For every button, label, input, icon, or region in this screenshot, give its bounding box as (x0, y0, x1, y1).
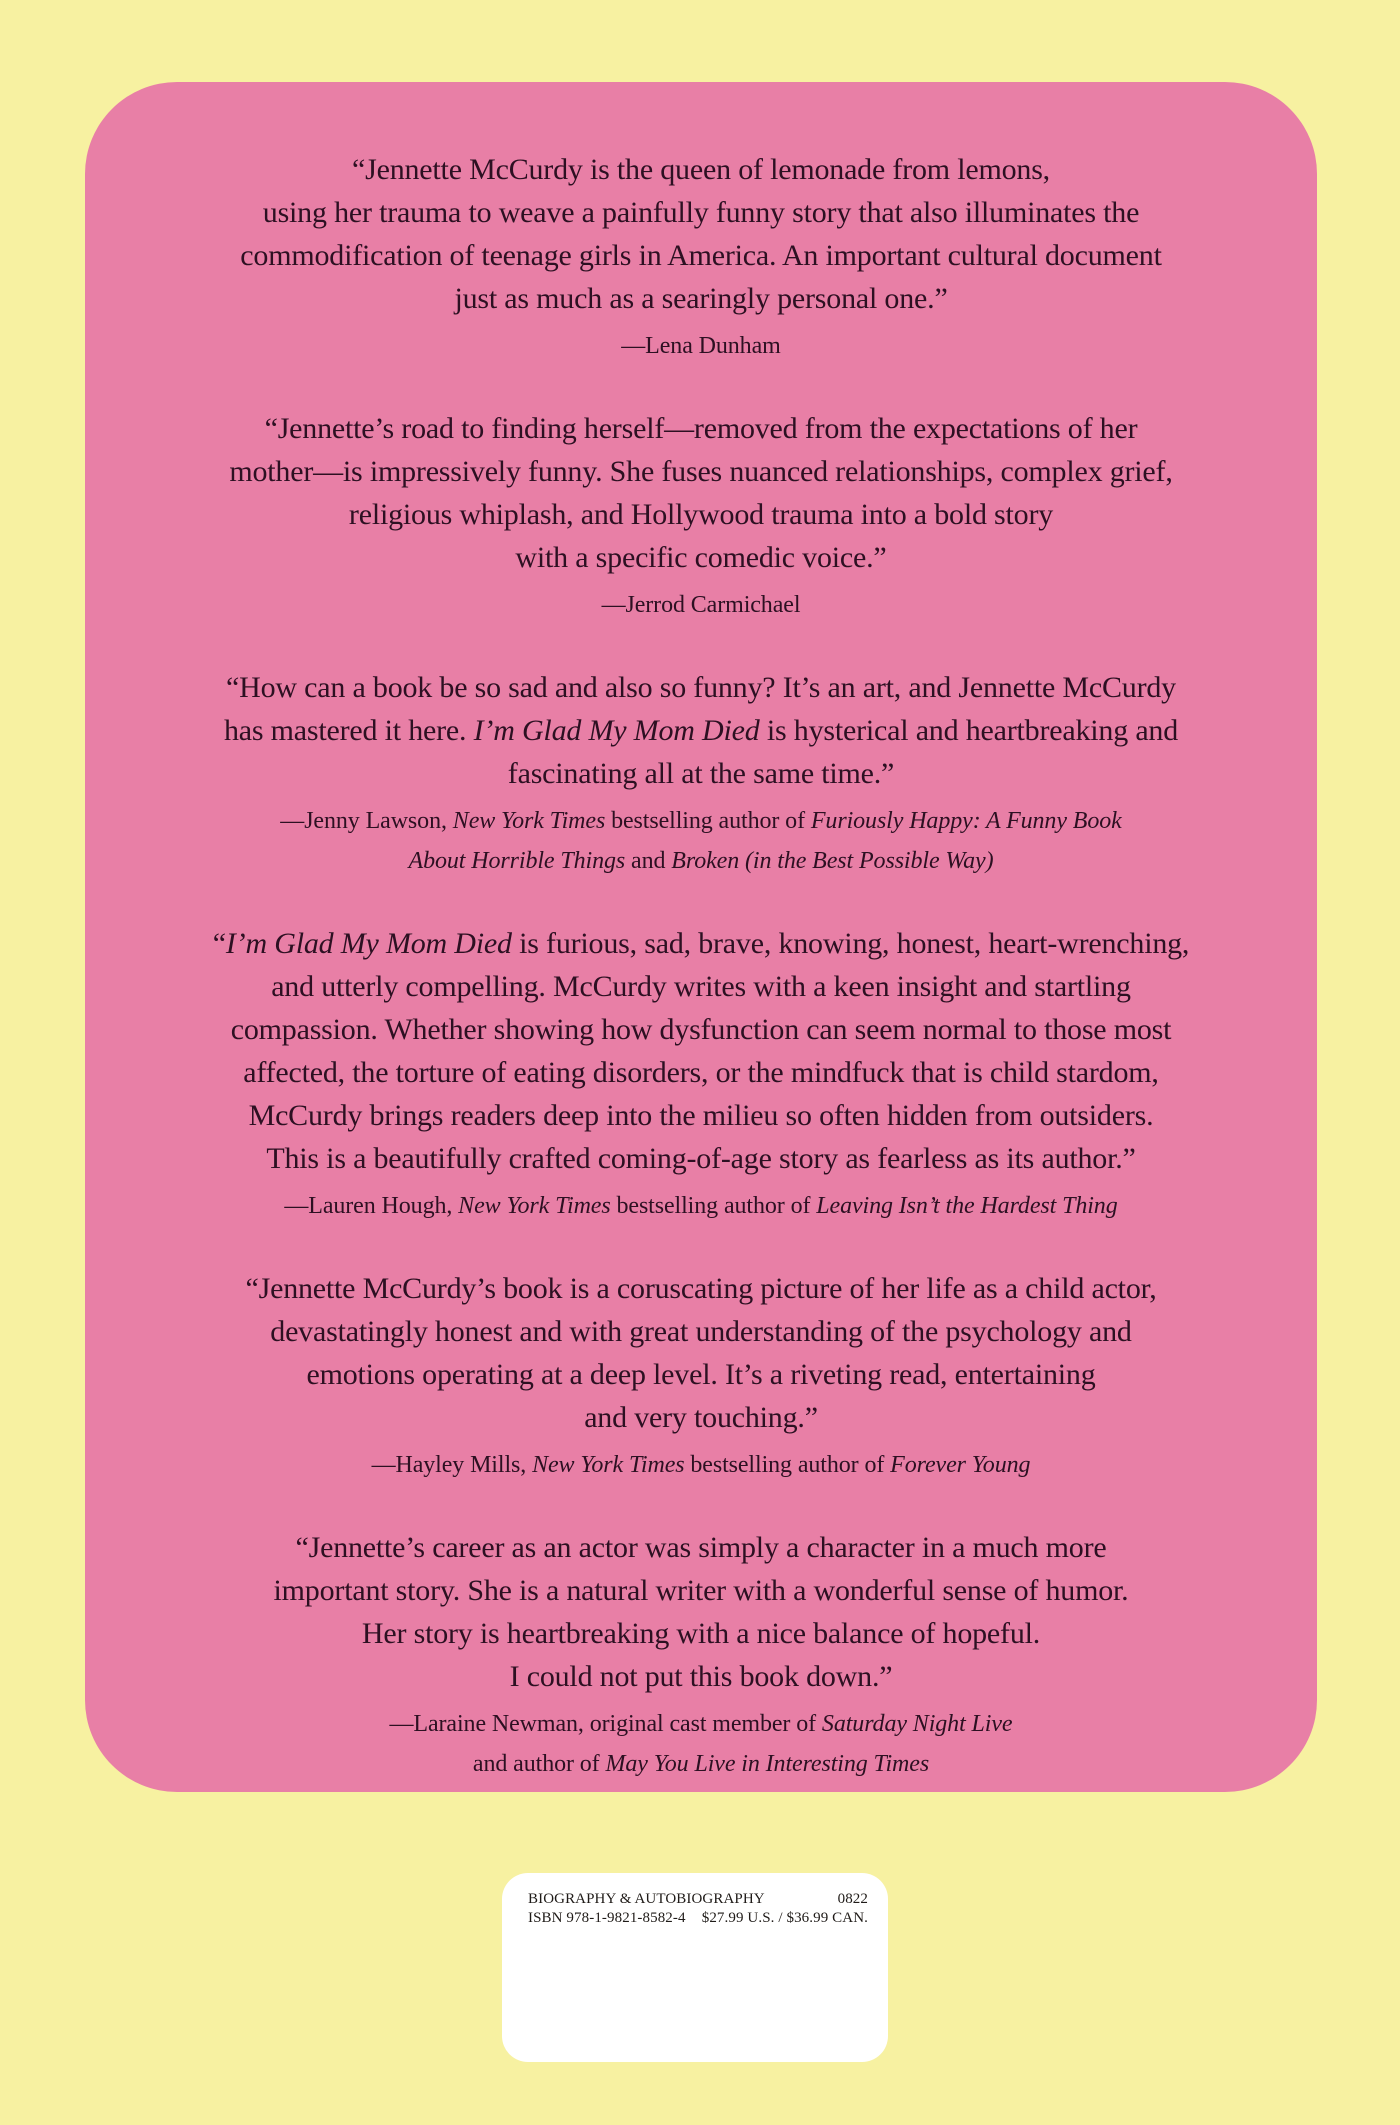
quote-attribution: —Hayley Mills, New York Times bestselling author of Forever Young (371, 1452, 1031, 1478)
quote-block-jerrod-carmichael (229, 407, 1172, 625)
isbn-category-row (528, 1890, 868, 1909)
quote-block-hayley-mills (245, 1267, 1156, 1485)
quote-attribution: —Lena Dunham (621, 333, 781, 359)
quote-text: “Jennette McCurdy’s book is a coruscating picture of her life as a child actor, devastatingly honest and with great understanding of the psychology and emotions operating at a deep level. It’s a riveting read, entertaining and very touching.” (245, 1272, 1157, 1434)
quote-block-laraine-newman (274, 1526, 1129, 1784)
quote-text: “I’m Glad My Mom Died is furious, sad, brave, knowing, honest, heart-wrenching, and utterly compelling. McCurdy writes with a keen insight and startling compassion. Whether showing how dysfunction can seem normal to those most affected, the torture of eating disorders, or the mindfuck that is child stardom, McCurdy brings readers deep into the milieu so often hidden from outsiders. This is a beautifully crafted coming-of-age story as fearless as its author.” (212, 927, 1190, 1175)
price-label: $27.99 U.S. / $36.99 CAN. (701, 1910, 868, 1926)
quote-block-jenny-lawson (224, 666, 1178, 881)
isbn-price-row (528, 1909, 868, 1928)
quote-text: “Jennette McCurdy is the queen of lemonade from lemons, using her trauma to weave a painfully funny story that also illuminates the commodification of teenage girls in America. An important cultural document just as much as a searingly personal one.” (240, 153, 1162, 315)
quote-block-lauren-hough (213, 922, 1189, 1226)
print-code: 0822 (837, 1891, 868, 1907)
blurb-panel (85, 82, 1317, 1792)
quote-attribution: —Jerrod Carmichael (601, 592, 801, 618)
quote-text: “Jennette’s career as an actor was simply a character in a much more important story. She is a natural writer with a wonderful sense of humor. Her story is heartbreaking with a nice balance of hopeful. I could not put this book down.” (273, 1531, 1129, 1693)
quote-attribution: —Laraine Newman, original cast member of Saturday Night Live and author of May You Live in Interesting Times (389, 1711, 1013, 1777)
category-label: BIOGRAPHY & AUTOBIOGRAPHY (528, 1891, 765, 1907)
quote-text: “How can a book be so sad and also so funny? It’s an art, and Jennette McCurdy has mastered it here. I’m Glad My Mom Died is hysterical and heartbreaking and fascinating all at the same time.” (223, 671, 1179, 790)
quote-attribution: —Lauren Hough, New York Times bestselling author of Leaving Isn’t the Hardest Thing (284, 1193, 1118, 1219)
isbn-barcode-box (502, 1873, 888, 2062)
quote-block-lena-dunham (240, 148, 1161, 366)
isbn-label: ISBN 978-1-9821-8582-4 (528, 1910, 686, 1926)
quote-attribution: —Jenny Lawson, New York Times bestselling author of Furiously Happy: A Funny Book About Horrible Things and Broken (in the Best Possible Way) (280, 808, 1122, 874)
quote-text: “Jennette’s road to finding herself—removed from the expectations of her mother—is impressively funny. She fuses nuanced relationships, complex grief, religious whiplash, and Hollywood trauma into a bold story with a specific comedic voice.” (229, 412, 1173, 574)
